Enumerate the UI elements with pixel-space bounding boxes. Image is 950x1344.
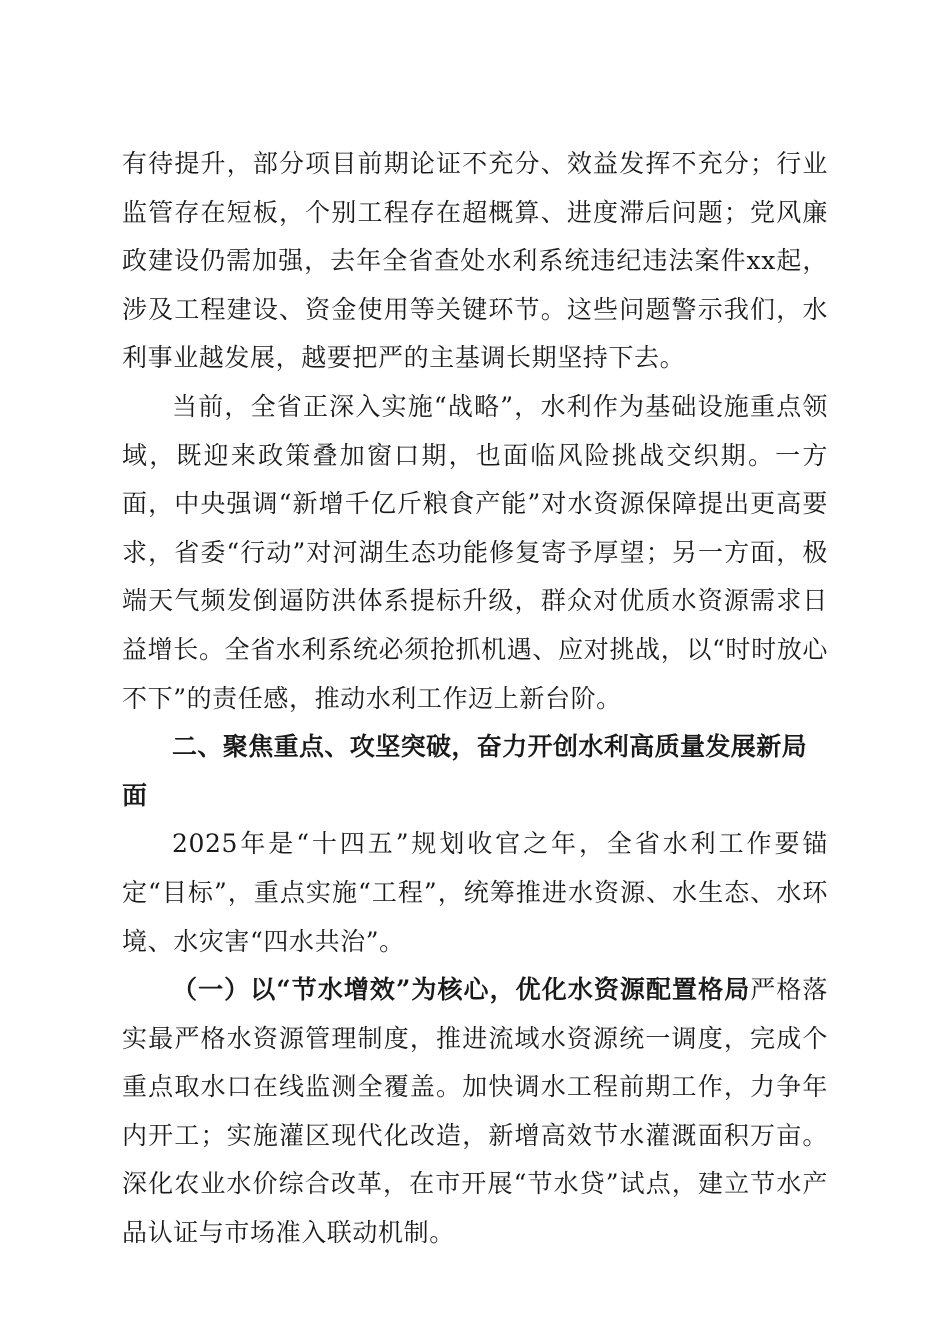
section-heading-2: 二、聚焦重点、攻坚突破，奋力开创水利高质量发展新局面 bbox=[122, 732, 808, 810]
sub-heading-1-body: 严格落实最严格水资源管理制度，推进流域水资源统一调度，完成个重点取水口在线监测全覆盖。加快调水工程前期工作，力争年内开工；实施灌区现代化改造，新增高效节水灌溉面积万亩。深化农业水价综合改革，在市开展“节水贷”试点，建立节水产品认证与市场准入联动机制。 bbox=[122, 975, 828, 1248]
paragraph-problems: 有待提升，部分项目前期论证不充分、效益发挥不充分；行业监管存在短板，个别工程存在超概算、进度滞后问题；党风廉政建设仍需加强，去年全省查处水利系统违纪违法案件xx起，涉及工程建设、资金使用等关键环节。这些问题警示我们，水利事业越发展，越要把严的主基调长期坚持下去。 bbox=[122, 149, 828, 373]
sub-heading-1: （一）以“节水增效”为核心，优化水资源配置格局 bbox=[172, 975, 751, 1005]
paragraph-water-saving bbox=[122, 966, 828, 1258]
paragraph-current-situation: 当前，全省正深入实施“战略”，水利作为基础设施重点领域，既迎来政策叠加窗口期，也面临风险挑战交织期。一方面，中央强调“新增千亿斤粮食产能”对水资源保障提出更高要求，省委“行动”对河湖生态功能修复寄予厚望；另一方面，极端天气频发倒逼防洪体系提标升级，群众对优质水资源需求日益增长。全省水利系统必须抢抓机遇、应对挑战，以“时时放心不下”的责任感，推动水利工作迈上新台阶。 bbox=[122, 391, 828, 713]
paragraph-2025-goals: 2025年是“十四五”规划收官之年，全省水利工作要锚定“目标”，重点实施“工程”，统筹推进水资源、水生态、水环境、水灾害“四水共治”。 bbox=[122, 829, 828, 956]
document-page bbox=[122, 140, 828, 1258]
